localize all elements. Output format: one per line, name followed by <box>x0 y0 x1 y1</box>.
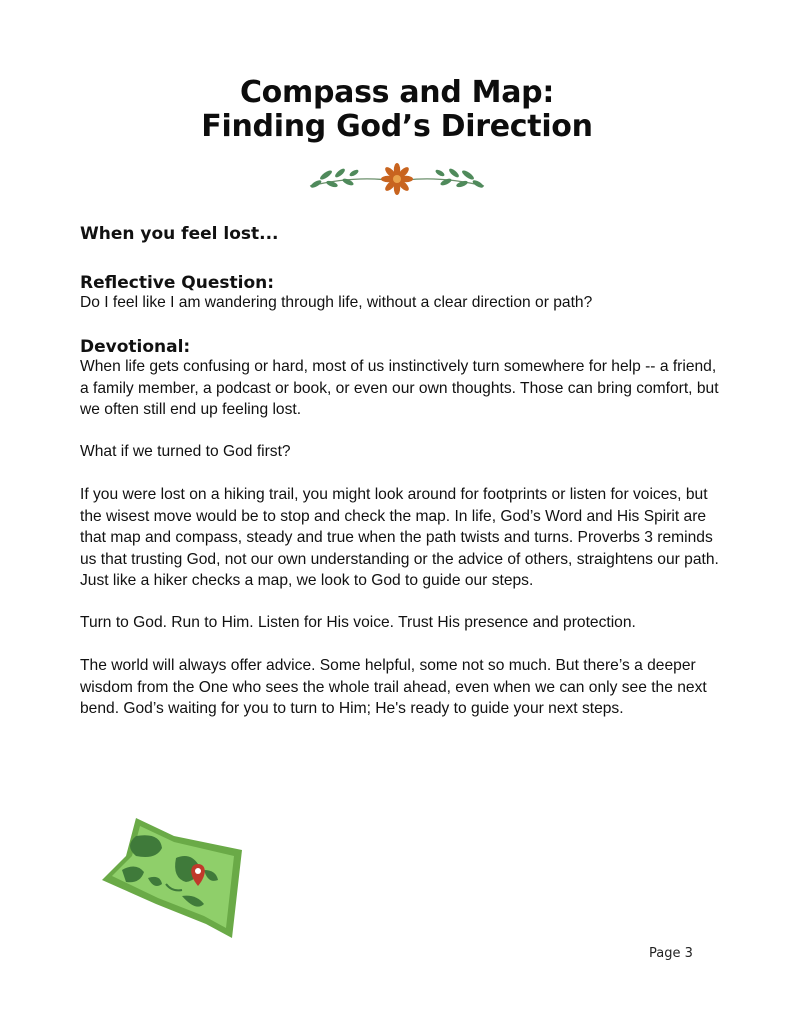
floral-divider-icon <box>302 162 492 196</box>
devotional-paragraph: What if we turned to God first? <box>80 443 291 460</box>
devotional-paragraph: If you were lost on a hiking trail, you might look around for footprints or listen for voices, but the wisest move would be to stop and check the map. In life, God’s Word and His Spirit are that map and compass, steady and true when the path twists and turns. Proverbs 3 reminds us that trusting God, not our own understanding or the advice of others, straightens our path. Just like a hiker checks a map, we look to God to guide our steps. <box>80 486 719 589</box>
reflective-question-label: Reflective Question: <box>80 273 275 293</box>
devotional-paragraph: Turn to God. Run to Him. Listen for His voice. Trust His presence and protection. <box>80 614 636 631</box>
page-number: Page 3 <box>649 946 693 961</box>
devotional-label: Devotional: <box>80 337 191 357</box>
title-line-2: Finding God’s Direction <box>201 109 593 144</box>
reflective-question-text: Do I feel like I am wandering through life, without a clear direction or path? <box>80 294 593 311</box>
map-with-pin-icon <box>96 814 248 946</box>
devotional-paragraph: When life gets confusing or hard, most of us instinctively turn somewhere for help -- a friend, a family member, a podcast or book, or even our own thoughts. Those can bring comfort, but we often still end up feeling lost. <box>80 358 719 418</box>
devotional-paragraph: The world will always offer advice. Some helpful, some not so much. But there’s a deeper wisdom from the One who sees the whole trail ahead, even when we can only see the next bend. God’s waiting for you to turn to Him; He's ready to guide your next steps. <box>80 657 707 717</box>
page-title <box>0 76 794 144</box>
section-subheading: When you feel lost... <box>80 224 279 244</box>
title-line-1: Compass and Map: <box>239 75 555 110</box>
